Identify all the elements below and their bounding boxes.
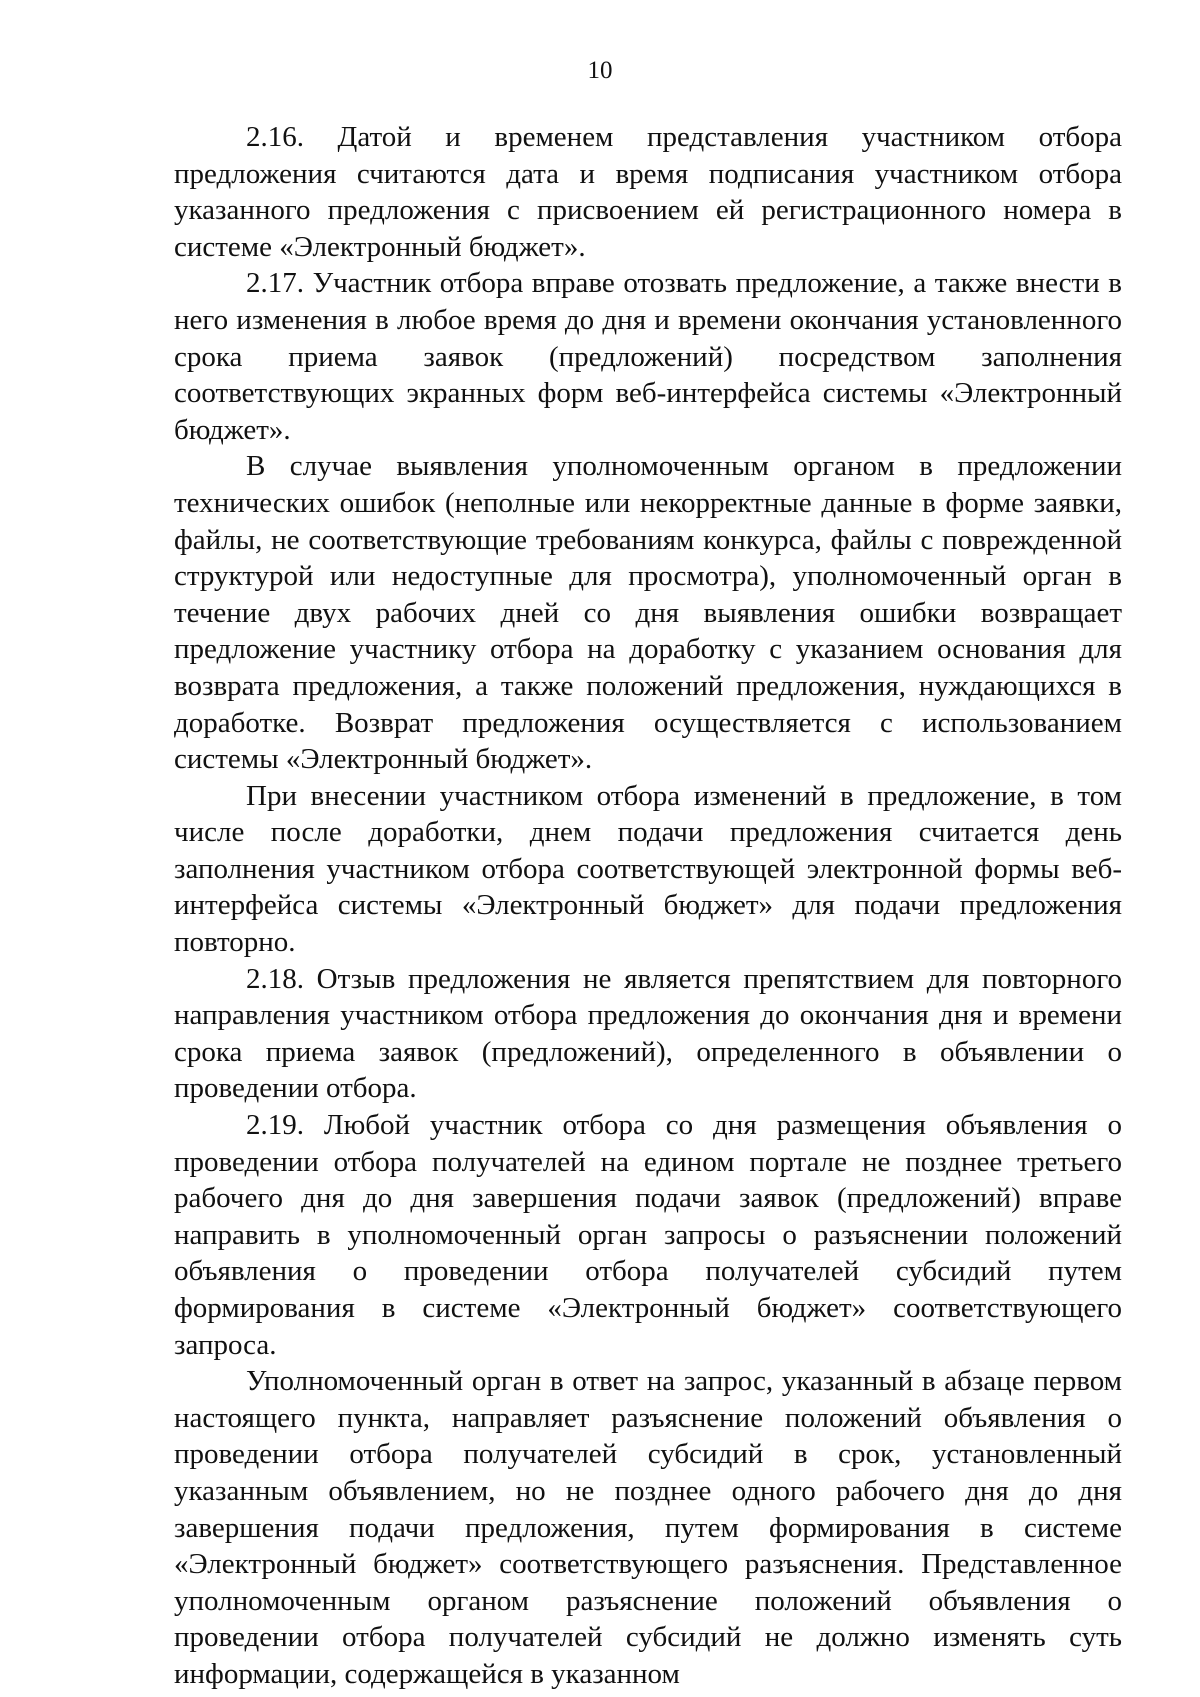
- paragraph-changes-submission: При внесении участником отбора изменений в предложение, в том числе после доработки, днем подачи предложения считается день заполнения участником отбора соответствующей электронной формы веб-интерфейса системы «Электронный бюджет» для подачи предложения повторно.: [174, 779, 1122, 959]
- paragraph-2-16: 2.16. Датой и временем представления участником отбора предложения считаются дата и время подписания участником отбора указанного предложения с присвоением ей регистрационного номера в системе «Электронный бюджет».: [174, 121, 1122, 263]
- paragraph-technical-errors: В случае выявления уполномоченным органом в предложении технических ошибок (неполные или некорректные данные в форме заявки, файлы, не соответствующие требованиям конкурса, файлы с поврежденной структурой или недоступные для просмотра), уполномоченный орган в течение двух рабочих дней со дня выявления ошибки возвращает предложение участнику отбора на доработку с указанием основания для возврата предложения, а также положений предложения, нуждающихся в доработке. Возврат предложения осуществляется с использованием системы «Электронный бюджет».: [174, 450, 1122, 776]
- paragraph-2-18: 2.18. Отзыв предложения не является препятствием для повторного направления участником отбора предложения до окончания дня и времени срока приема заявок (предложений), определенного в объявлении о проведении отбора.: [174, 962, 1122, 1105]
- paragraph-2-19: 2.19. Любой участник отбора со дня размещения объявления о проведении отбора получателей на едином портале не позднее третьего рабочего дня до дня завершения подачи заявок (предложений) вправе направить в уполномоченный орган запросы о разъяснении положений объявления о проведении отбора получателей субсидий путем формирования в системе «Электронный бюджет» соответствующего запроса.: [174, 1109, 1122, 1361]
- paragraph-clarification-response: Уполномоченный орган в ответ на запрос, указанный в абзаце первом настоящего пункта, направляет разъяснение положений объявления о проведении отбора получателей субсидий в срок, установленный указанным объявлением, но не позднее одного рабочего дня до дня завершения подачи предложения, путем формирования в системе «Электронный бюджет» соответствующего разъяснения. Представленное уполномоченным органом разъяснение положений объявления о проведении отбора получателей субсидий не должно изменять суть информации, содержащейся в указанном: [174, 1365, 1122, 1690]
- document-body: [174, 119, 1122, 1693]
- page-number: 10: [587, 57, 613, 84]
- paragraph-2-17: 2.17. Участник отбора вправе отозвать предложение, а также внести в него изменения в любое время до дня и времени окончания установленного срока приема заявок (предложений) посредством заполнения соответствующих экранных форм веб-интерфейса системы «Электронный бюджет».: [174, 267, 1122, 446]
